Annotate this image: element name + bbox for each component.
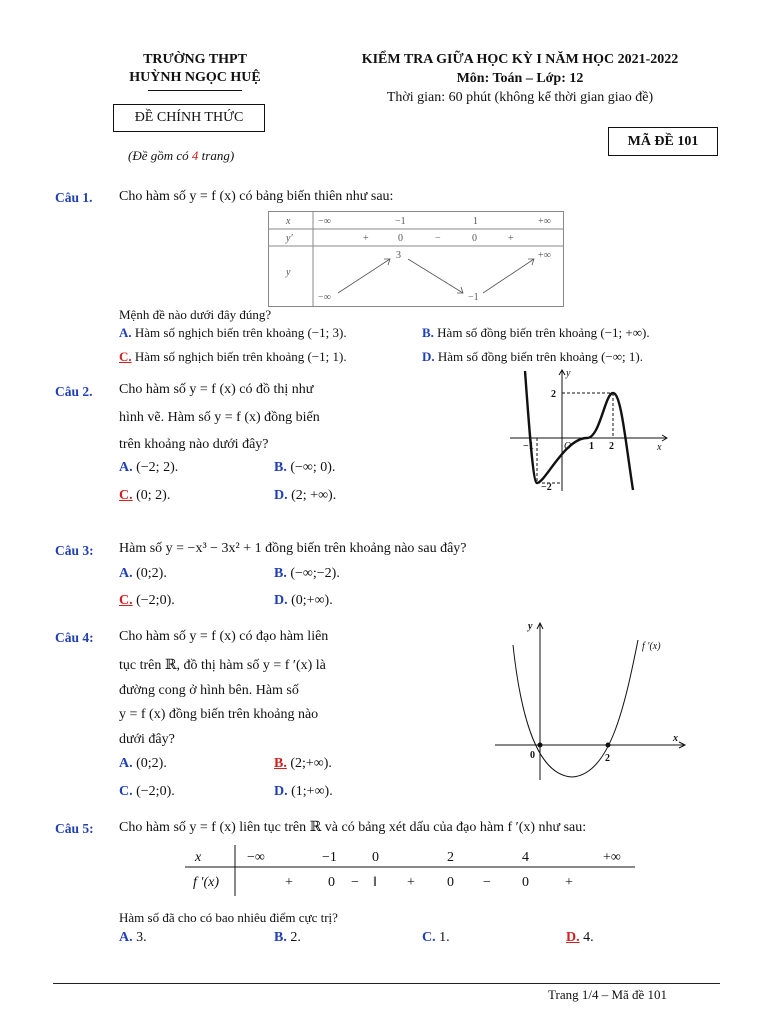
q5-sign: 0 bbox=[522, 875, 529, 890]
q4-x-axis-label: x bbox=[673, 733, 678, 744]
footer-divider bbox=[53, 983, 720, 984]
option-letter: D. bbox=[422, 349, 435, 364]
q5-option-a bbox=[119, 930, 147, 946]
q1-option-b bbox=[422, 325, 650, 341]
option-letter-answer: D. bbox=[566, 930, 580, 945]
q5-sign-table bbox=[185, 843, 635, 898]
q4-root-point bbox=[606, 743, 611, 748]
q1-yp-label: y′ bbox=[286, 233, 293, 244]
q4-root-point bbox=[538, 743, 543, 748]
q1-x-val: −∞ bbox=[318, 216, 331, 227]
q5-fp-label: f ′(x) bbox=[193, 875, 219, 890]
q1-y-val: 3 bbox=[396, 250, 401, 261]
q2-label: Câu 2. bbox=[55, 384, 93, 399]
option-letter: D. bbox=[274, 593, 288, 608]
q3-option-b bbox=[274, 566, 340, 582]
option-letter: D. bbox=[274, 488, 288, 503]
q5-x-label: x bbox=[195, 850, 202, 865]
q5-sign: + bbox=[565, 875, 573, 890]
q5-label: Câu 5: bbox=[55, 821, 94, 836]
option-text: Hàm số đồng biến trên khoảng (−1; +∞). bbox=[437, 325, 650, 340]
q1-arrow-down bbox=[408, 259, 463, 293]
option-text: (0;2). bbox=[136, 756, 167, 771]
q1-variation-table bbox=[268, 211, 564, 307]
option-text: Hàm số đồng biến trên khoảng (−∞; 1). bbox=[437, 349, 643, 364]
q2-y-axis-label: y bbox=[566, 368, 571, 379]
q1-y-val: +∞ bbox=[538, 250, 551, 261]
option-letter: B. bbox=[274, 930, 287, 945]
q1-sign: 0 bbox=[398, 233, 403, 244]
q1-y-label: y bbox=[286, 267, 291, 278]
q5-stem: Cho hàm số y = f (x) liên tục trên ℝ và có bảng xét dấu của đạo hàm f ′(x) như sau: bbox=[119, 820, 587, 835]
option-letter: C. bbox=[119, 784, 133, 799]
q2-option-d bbox=[274, 488, 336, 504]
option-letter: A. bbox=[119, 930, 133, 945]
q3-label: Câu 3: bbox=[55, 543, 94, 558]
page-count bbox=[128, 148, 234, 164]
page-count-suffix: trang) bbox=[198, 148, 235, 163]
q3-option-c bbox=[119, 593, 175, 609]
q4-stem-line: dưới đây? bbox=[119, 732, 175, 747]
q5-option-d bbox=[566, 930, 594, 946]
school-name-line2: HUỲNH NGỌC HUỆ bbox=[129, 70, 261, 85]
q1-x-val: −1 bbox=[395, 216, 406, 227]
q2-option-c bbox=[119, 488, 170, 504]
option-letter: B. bbox=[274, 566, 287, 581]
option-text: (−∞; 0). bbox=[290, 460, 336, 475]
q5-option-c bbox=[422, 930, 450, 946]
q4-option-c bbox=[119, 784, 175, 800]
option-text: 4. bbox=[583, 930, 594, 945]
option-letter-answer: C. bbox=[119, 349, 132, 364]
q4-option-a bbox=[119, 756, 167, 772]
q2-stem-line: hình vẽ. Hàm số y = f (x) đồng biến bbox=[119, 410, 320, 425]
option-text: (0;+∞). bbox=[291, 593, 333, 608]
option-letter: A. bbox=[119, 325, 132, 340]
q4-option-d bbox=[274, 784, 333, 800]
q1-x-label: x bbox=[286, 216, 291, 227]
q3-option-d bbox=[274, 593, 333, 609]
option-letter: D. bbox=[274, 784, 288, 799]
q5-sign: 0 bbox=[328, 875, 335, 890]
page-count-prefix: (Đề gồm có bbox=[128, 148, 192, 163]
exam-time: Thời gian: 60 phút (không kể thời gian giao đề) bbox=[386, 90, 654, 105]
q1-y-val: −1 bbox=[468, 292, 479, 303]
option-letter: A. bbox=[119, 566, 133, 581]
q1-x-val: 1 bbox=[473, 216, 478, 227]
q2-tick-label: −1 bbox=[523, 441, 534, 452]
q5-x-val: −1 bbox=[322, 850, 337, 865]
q1-sign: 0 bbox=[472, 233, 477, 244]
q4-y-axis-label: y bbox=[528, 621, 533, 632]
q5-prompt: Hàm số đã cho có bao nhiêu điểm cực trị? bbox=[119, 910, 338, 925]
q5-sign: + bbox=[285, 875, 293, 890]
q1-option-d bbox=[422, 349, 643, 365]
option-text: (−∞;−2). bbox=[290, 566, 340, 581]
q2-option-b bbox=[274, 460, 335, 476]
q1-y-val: −∞ bbox=[318, 292, 331, 303]
q4-stem-line: y = f (x) đồng biến trên khoảng nào bbox=[119, 707, 319, 722]
option-letter-answer: B. bbox=[274, 756, 287, 771]
q1-sign: + bbox=[363, 233, 369, 244]
option-text: 3. bbox=[136, 930, 147, 945]
option-letter: A. bbox=[119, 756, 133, 771]
q5-sign: − bbox=[351, 875, 359, 890]
option-text: (1;+∞). bbox=[291, 784, 333, 799]
option-text: 1. bbox=[439, 930, 450, 945]
q1-sign: + bbox=[508, 233, 514, 244]
q1-option-a bbox=[119, 325, 347, 341]
q4-graph bbox=[490, 615, 690, 785]
q4-curve-label: f ′(x) bbox=[642, 641, 661, 652]
q5-x-val: 4 bbox=[522, 850, 529, 865]
option-text: Hàm số nghịch biến trên khoảng (−1; 1). bbox=[134, 349, 347, 364]
header-divider bbox=[148, 90, 242, 91]
q5-sign: ‖ bbox=[373, 875, 377, 890]
q5-sign: − bbox=[483, 875, 491, 890]
option-text: (−2;0). bbox=[136, 784, 175, 799]
q5-x-val: +∞ bbox=[603, 850, 621, 865]
q2-graph bbox=[505, 366, 675, 494]
q1-arrow-up bbox=[338, 259, 390, 293]
option-letter: B. bbox=[422, 325, 434, 340]
option-text: Hàm số nghịch biến trên khoảng (−1; 3). bbox=[134, 325, 347, 340]
q1-option-c bbox=[119, 349, 347, 365]
q4-label: Câu 4: bbox=[55, 630, 94, 645]
q1-label: Câu 1. bbox=[55, 190, 93, 205]
page-footer: Trang 1/4 – Mã đề 101 bbox=[548, 987, 668, 1002]
q4-option-b bbox=[274, 756, 332, 772]
option-text: (2;+∞). bbox=[290, 756, 332, 771]
q5-sign: + bbox=[407, 875, 415, 890]
q2-tick-label: −2 bbox=[541, 482, 552, 493]
option-text: (−2; 2). bbox=[136, 460, 179, 475]
q1-prompt: Mệnh đề nào dưới đây đúng? bbox=[119, 307, 272, 322]
q3-option-a bbox=[119, 566, 167, 582]
page-count-number: 4 bbox=[191, 148, 199, 163]
option-text: (0;2). bbox=[136, 566, 167, 581]
q2-tick-label: 2 bbox=[551, 389, 556, 400]
option-text: (−2;0). bbox=[136, 593, 175, 608]
q5-x-val: 2 bbox=[447, 850, 454, 865]
q1-stem: Cho hàm số y = f (x) có bảng biến thiên như sau: bbox=[119, 189, 394, 204]
q4-stem-line: Cho hàm số y = f (x) có đạo hàm liên bbox=[119, 629, 329, 644]
q4-origin-label: 0 bbox=[530, 750, 535, 761]
option-letter-answer: C. bbox=[119, 593, 133, 608]
q5-x-val: 0 bbox=[372, 850, 379, 865]
q4-root-label: 2 bbox=[605, 753, 610, 764]
option-text: (0; 2). bbox=[136, 488, 171, 503]
q5-sign: 0 bbox=[447, 875, 454, 890]
q2-curve bbox=[525, 371, 633, 490]
exam-code: MÃ ĐỀ 101 bbox=[608, 127, 718, 156]
exam-title: KIỂM TRA GIỮA HỌC KỲ I NĂM HỌC 2021-2022 bbox=[361, 52, 679, 67]
q2-stem-line: trên khoảng nào dưới đây? bbox=[119, 437, 269, 452]
school-name-line1: TRƯỜNG THPT bbox=[143, 52, 247, 67]
option-letter: A. bbox=[119, 460, 133, 475]
option-text: 2. bbox=[290, 930, 301, 945]
q5-option-b bbox=[274, 930, 301, 946]
option-letter-answer: C. bbox=[119, 488, 133, 503]
option-letter: C. bbox=[422, 930, 436, 945]
q2-stem-line: Cho hàm số y = f (x) có đồ thị như bbox=[119, 382, 314, 397]
q5-x-val: −∞ bbox=[247, 850, 265, 865]
q4-stem-line: tục trên ℝ, đồ thị hàm số y = f ′(x) là bbox=[119, 658, 326, 673]
q2-x-axis-label: x bbox=[657, 442, 662, 453]
q2-tick-label: 1 bbox=[589, 441, 594, 452]
official-label: ĐỀ CHÍNH THỨC bbox=[113, 104, 265, 132]
q2-origin-label: O bbox=[564, 441, 572, 452]
q1-x-val: +∞ bbox=[538, 216, 551, 227]
option-letter: B. bbox=[274, 460, 287, 475]
q3-stem: Hàm số y = −x³ − 3x² + 1 đồng biến trên khoảng nào sau đây? bbox=[119, 541, 467, 556]
q2-tick-label: 2 bbox=[609, 441, 614, 452]
q1-arrow-up bbox=[483, 259, 534, 293]
q4-stem-line: đường cong ở hình bên. Hàm số bbox=[119, 683, 299, 698]
q1-sign: − bbox=[435, 233, 441, 244]
q2-option-a bbox=[119, 460, 178, 476]
exam-subject: Môn: Toán – Lớp: 12 bbox=[456, 71, 584, 86]
option-text: (2; +∞). bbox=[291, 488, 337, 503]
